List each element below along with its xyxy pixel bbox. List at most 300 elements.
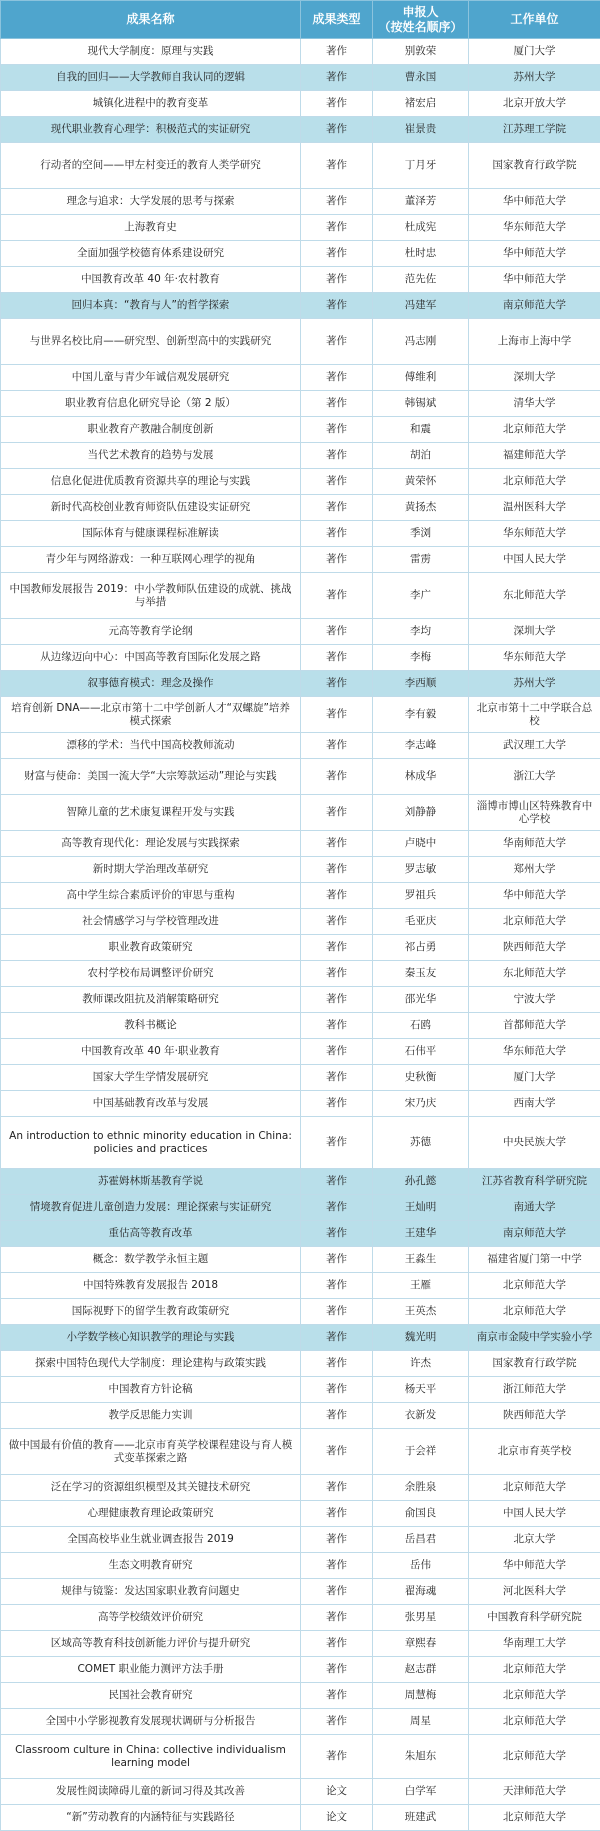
table-row [1, 883, 600, 909]
header-name: 成果名称 [1, 1, 301, 39]
table-row [1, 1403, 600, 1429]
table-row [1, 521, 600, 547]
cell-unit: 华南理工大学 [469, 1631, 600, 1657]
cell-unit: 西南大学 [469, 1091, 600, 1117]
table-row [1, 671, 600, 697]
table-row [1, 795, 600, 831]
table-row [1, 1657, 600, 1683]
cell-name: 心理健康教育理论政策研究 [1, 1501, 301, 1527]
cell-unit: 南京师范大学 [469, 293, 600, 319]
cell-type: 著作 [301, 1247, 373, 1273]
cell-author: 杨天平 [373, 1377, 469, 1403]
cell-unit: 中国人民大学 [469, 1501, 600, 1527]
table-row [1, 1039, 600, 1065]
table-row [1, 1013, 600, 1039]
cell-type: 著作 [301, 1683, 373, 1709]
cell-unit: 上海市上海中学 [469, 319, 600, 365]
cell-name: 全国中小学影视教育发展现状调研与分析报告 [1, 1709, 301, 1735]
cell-type: 著作 [301, 65, 373, 91]
cell-name: Classroom culture in China: collective individualism learning model [1, 1735, 301, 1779]
cell-unit: 北京市育英学校 [469, 1429, 600, 1475]
cell-unit: 华中师范大学 [469, 883, 600, 909]
table-row [1, 1169, 600, 1195]
cell-name: 现代大学制度：原理与实践 [1, 39, 301, 65]
table-row [1, 1091, 600, 1117]
cell-type: 著作 [301, 1475, 373, 1501]
header-unit: 工作单位 [469, 1, 600, 39]
cell-unit: 国家教育行政学院 [469, 143, 600, 189]
cell-unit: 中国教育科学研究院 [469, 1605, 600, 1631]
cell-author: 冯建军 [373, 293, 469, 319]
table-row [1, 189, 600, 215]
cell-unit: 江苏理工学院 [469, 117, 600, 143]
cell-name: 行动者的空间——甲左村变迁的教育人类学研究 [1, 143, 301, 189]
table-row [1, 1429, 600, 1475]
cell-type: 著作 [301, 1527, 373, 1553]
table-row [1, 1247, 600, 1273]
cell-unit: 陕西师范大学 [469, 935, 600, 961]
cell-unit: 福建师范大学 [469, 443, 600, 469]
cell-name: 回归本真：“教育与人”的哲学探索 [1, 293, 301, 319]
cell-name: 职业教育信息化研究导论（第 2 版） [1, 391, 301, 417]
table-row [1, 1553, 600, 1579]
cell-name: 元高等教育学论纲 [1, 619, 301, 645]
table-row [1, 65, 600, 91]
cell-name: 泛在学习的资源组织模型及其关键技术研究 [1, 1475, 301, 1501]
table-row [1, 1195, 600, 1221]
cell-author: 罗志敏 [373, 857, 469, 883]
cell-name: 城镇化进程中的教育变革 [1, 91, 301, 117]
cell-type: 著作 [301, 1221, 373, 1247]
cell-unit: 苏州大学 [469, 65, 600, 91]
cell-name: 发展性阅读障碍儿童的新词习得及其改善 [1, 1779, 301, 1805]
cell-name: 全面加强学校德育体系建设研究 [1, 241, 301, 267]
cell-unit: 南通大学 [469, 1195, 600, 1221]
table-row [1, 1527, 600, 1553]
header-type: 成果类型 [301, 1, 373, 39]
cell-name: 高等学校绩效评价研究 [1, 1605, 301, 1631]
cell-author: 黄荣怀 [373, 469, 469, 495]
cell-author: 苏德 [373, 1117, 469, 1169]
cell-name: 中国基础教育改革与发展 [1, 1091, 301, 1117]
cell-name: 苏霍姆林斯基教育学说 [1, 1169, 301, 1195]
cell-author: 傅维利 [373, 365, 469, 391]
cell-type: 著作 [301, 391, 373, 417]
cell-type: 著作 [301, 417, 373, 443]
cell-author: 周星 [373, 1709, 469, 1735]
cell-name: 高等教育现代化：理论发展与实践探索 [1, 831, 301, 857]
cell-unit: 深圳大学 [469, 365, 600, 391]
cell-author: 崔景贵 [373, 117, 469, 143]
cell-type: 著作 [301, 645, 373, 671]
table-row [1, 733, 600, 759]
cell-type: 著作 [301, 241, 373, 267]
cell-type: 著作 [301, 143, 373, 189]
cell-type: 著作 [301, 91, 373, 117]
cell-type: 著作 [301, 521, 373, 547]
cell-type: 著作 [301, 1631, 373, 1657]
cell-unit: 华东师范大学 [469, 215, 600, 241]
table-row [1, 1273, 600, 1299]
cell-author: 丁月牙 [373, 143, 469, 189]
cell-type: 著作 [301, 1117, 373, 1169]
cell-author: 白学军 [373, 1779, 469, 1805]
table-header-row [1, 1, 600, 39]
cell-type: 著作 [301, 1429, 373, 1475]
cell-author: 季浏 [373, 521, 469, 547]
table-row [1, 961, 600, 987]
cell-unit: 江苏省教育科学研究院 [469, 1169, 600, 1195]
cell-type: 著作 [301, 189, 373, 215]
cell-author: 周慧梅 [373, 1683, 469, 1709]
cell-type: 著作 [301, 1091, 373, 1117]
cell-unit: 北京大学 [469, 1527, 600, 1553]
cell-author: 秦玉友 [373, 961, 469, 987]
cell-type: 著作 [301, 443, 373, 469]
cell-name: 教科书概论 [1, 1013, 301, 1039]
cell-name: 理念与追求：大学发展的思考与探索 [1, 189, 301, 215]
cell-type: 著作 [301, 1299, 373, 1325]
cell-author: 石鸥 [373, 1013, 469, 1039]
cell-author: 李广 [373, 573, 469, 619]
cell-author: 岳昌君 [373, 1527, 469, 1553]
cell-unit: 温州医科大学 [469, 495, 600, 521]
table-row [1, 1377, 600, 1403]
cell-type: 著作 [301, 935, 373, 961]
cell-type: 著作 [301, 1013, 373, 1039]
cell-author: 岳伟 [373, 1553, 469, 1579]
cell-type: 著作 [301, 1169, 373, 1195]
cell-name: 做中国最有价值的教育——北京市育英学校课程建设与育人模式变革探索之路 [1, 1429, 301, 1475]
cell-name: 规律与镜鉴：发达国家职业教育问题史 [1, 1579, 301, 1605]
cell-unit: 华中师范大学 [469, 1553, 600, 1579]
cell-name: 漂移的学术：当代中国高校教师流动 [1, 733, 301, 759]
cell-unit: 北京师范大学 [469, 1805, 600, 1831]
table-row [1, 1299, 600, 1325]
cell-type: 著作 [301, 909, 373, 935]
cell-author: 王灿明 [373, 1195, 469, 1221]
cell-type: 著作 [301, 697, 373, 733]
cell-author: 李有毅 [373, 697, 469, 733]
cell-type: 著作 [301, 365, 373, 391]
cell-type: 著作 [301, 619, 373, 645]
cell-unit: 北京师范大学 [469, 1683, 600, 1709]
cell-unit: 苏州大学 [469, 671, 600, 697]
cell-author: 冯志刚 [373, 319, 469, 365]
table-row [1, 143, 600, 189]
cell-author: 范先佐 [373, 267, 469, 293]
cell-author: 林成华 [373, 759, 469, 795]
cell-type: 著作 [301, 831, 373, 857]
table-row [1, 443, 600, 469]
cell-unit: 北京师范大学 [469, 909, 600, 935]
cell-type: 著作 [301, 319, 373, 365]
cell-author: 别敦荣 [373, 39, 469, 65]
cell-type: 著作 [301, 795, 373, 831]
table-row [1, 1351, 600, 1377]
cell-author: 褚宏启 [373, 91, 469, 117]
cell-name: “新”劳动教育的内涵特征与实践路径 [1, 1805, 301, 1831]
cell-name: 重估高等教育改革 [1, 1221, 301, 1247]
cell-name: An introduction to ethnic minority education in China: policies and practices [1, 1117, 301, 1169]
cell-author: 史秋衡 [373, 1065, 469, 1091]
cell-author: 宋乃庆 [373, 1091, 469, 1117]
cell-unit: 浙江大学 [469, 759, 600, 795]
table-row [1, 495, 600, 521]
cell-author: 董泽芳 [373, 189, 469, 215]
table-row [1, 39, 600, 65]
cell-unit: 华中师范大学 [469, 189, 600, 215]
cell-unit: 河北医科大学 [469, 1579, 600, 1605]
cell-author: 邵光华 [373, 987, 469, 1013]
cell-name: 青少年与网络游戏：一种互联网心理学的视角 [1, 547, 301, 573]
cell-author: 王淼生 [373, 1247, 469, 1273]
cell-type: 著作 [301, 961, 373, 987]
cell-name: 探索中国特色现代大学制度：理论建构与政策实践 [1, 1351, 301, 1377]
cell-name: 概念：数学教学永恒主题 [1, 1247, 301, 1273]
cell-name: 与世界名校比肩——研究型、创新型高中的实践研究 [1, 319, 301, 365]
cell-name: 叙事德育模式：理念及操作 [1, 671, 301, 697]
cell-unit: 北京师范大学 [469, 417, 600, 443]
cell-author: 李均 [373, 619, 469, 645]
cell-author: 韩锡斌 [373, 391, 469, 417]
cell-author: 黄扬杰 [373, 495, 469, 521]
cell-author: 祁占勇 [373, 935, 469, 961]
cell-type: 著作 [301, 671, 373, 697]
cell-author: 魏光明 [373, 1325, 469, 1351]
cell-unit: 陕西师范大学 [469, 1403, 600, 1429]
cell-unit: 浙江师范大学 [469, 1377, 600, 1403]
cell-type: 著作 [301, 293, 373, 319]
cell-author: 张男星 [373, 1605, 469, 1631]
cell-type: 著作 [301, 1501, 373, 1527]
cell-author: 刘静静 [373, 795, 469, 831]
cell-type: 著作 [301, 1709, 373, 1735]
table-row [1, 1475, 600, 1501]
cell-type: 著作 [301, 1325, 373, 1351]
cell-author: 曹永国 [373, 65, 469, 91]
cell-author: 雷雳 [373, 547, 469, 573]
cell-name: 新时代高校创业教育师资队伍建设实证研究 [1, 495, 301, 521]
cell-type: 著作 [301, 1195, 373, 1221]
cell-unit: 华南师范大学 [469, 831, 600, 857]
cell-unit: 北京师范大学 [469, 1709, 600, 1735]
cell-name: 信息化促进优质教育资源共享的理论与实践 [1, 469, 301, 495]
cell-type: 著作 [301, 733, 373, 759]
cell-author: 王英杰 [373, 1299, 469, 1325]
table-row [1, 1779, 600, 1805]
table-row [1, 1221, 600, 1247]
cell-author: 朱旭东 [373, 1735, 469, 1779]
table-row [1, 909, 600, 935]
cell-unit: 华东师范大学 [469, 521, 600, 547]
cell-unit: 北京师范大学 [469, 1735, 600, 1779]
cell-unit: 华东师范大学 [469, 645, 600, 671]
cell-type: 著作 [301, 215, 373, 241]
cell-name: 中国儿童与青少年诚信观发展研究 [1, 365, 301, 391]
cell-name: 生态文明教育研究 [1, 1553, 301, 1579]
cell-name: 当代艺术教育的趋势与发展 [1, 443, 301, 469]
cell-name: 国家大学生学情发展研究 [1, 1065, 301, 1091]
cell-name: 智障儿童的艺术康复课程开发与实践 [1, 795, 301, 831]
cell-type: 著作 [301, 1605, 373, 1631]
cell-type: 著作 [301, 1273, 373, 1299]
cell-author: 杜时忠 [373, 241, 469, 267]
cell-unit: 郑州大学 [469, 857, 600, 883]
table-row [1, 759, 600, 795]
cell-unit: 厦门大学 [469, 1065, 600, 1091]
cell-name: 财富与使命：美国一流大学“大宗筹款运动”理论与实践 [1, 759, 301, 795]
table-row [1, 365, 600, 391]
cell-type: 著作 [301, 547, 373, 573]
header-author: 申报人 （按姓名顺序） [373, 1, 469, 39]
table-row [1, 1579, 600, 1605]
cell-type: 著作 [301, 1351, 373, 1377]
table-row [1, 1117, 600, 1169]
cell-type: 著作 [301, 1377, 373, 1403]
cell-type: 论文 [301, 1779, 373, 1805]
table-row [1, 1735, 600, 1779]
cell-author: 李志峰 [373, 733, 469, 759]
cell-name: 职业教育产教融合制度创新 [1, 417, 301, 443]
table-row [1, 91, 600, 117]
cell-author: 班建武 [373, 1805, 469, 1831]
table-row [1, 1605, 600, 1631]
cell-type: 著作 [301, 987, 373, 1013]
cell-unit: 东北师范大学 [469, 961, 600, 987]
cell-author: 许杰 [373, 1351, 469, 1377]
cell-unit: 华中师范大学 [469, 241, 600, 267]
table-row [1, 1683, 600, 1709]
table-row [1, 831, 600, 857]
table-row [1, 619, 600, 645]
cell-name: 新时期大学治理改革研究 [1, 857, 301, 883]
cell-author: 翟海魂 [373, 1579, 469, 1605]
cell-author: 俞国良 [373, 1501, 469, 1527]
cell-name: 上海教育史 [1, 215, 301, 241]
cell-author: 李西顺 [373, 671, 469, 697]
table-row [1, 697, 600, 733]
cell-author: 赵志群 [373, 1657, 469, 1683]
cell-author: 卢晓中 [373, 831, 469, 857]
table-row [1, 645, 600, 671]
cell-name: COMET 职业能力测评方法手册 [1, 1657, 301, 1683]
table-row [1, 1501, 600, 1527]
table-row [1, 1631, 600, 1657]
table-row [1, 935, 600, 961]
cell-name: 小学数学核心知识教学的理论与实践 [1, 1325, 301, 1351]
cell-unit: 北京师范大学 [469, 1657, 600, 1683]
cell-type: 著作 [301, 573, 373, 619]
table-row [1, 1805, 600, 1831]
cell-type: 著作 [301, 495, 373, 521]
cell-unit: 国家教育行政学院 [469, 1351, 600, 1377]
cell-unit: 北京师范大学 [469, 469, 600, 495]
cell-type: 著作 [301, 1579, 373, 1605]
cell-name: 职业教育政策研究 [1, 935, 301, 961]
cell-unit: 南京市金陵中学实验小学 [469, 1325, 600, 1351]
cell-unit: 武汉理工大学 [469, 733, 600, 759]
table-row [1, 293, 600, 319]
cell-type: 著作 [301, 857, 373, 883]
cell-type: 著作 [301, 469, 373, 495]
cell-author: 王雁 [373, 1273, 469, 1299]
cell-author: 罗祖兵 [373, 883, 469, 909]
cell-unit: 天津师范大学 [469, 1779, 600, 1805]
cell-type: 著作 [301, 759, 373, 795]
cell-unit: 深圳大学 [469, 619, 600, 645]
cell-author: 和震 [373, 417, 469, 443]
cell-name: 中国教育改革 40 年·农村教育 [1, 267, 301, 293]
cell-unit: 淄博市博山区特殊教育中心学校 [469, 795, 600, 831]
cell-type: 著作 [301, 1403, 373, 1429]
table-row [1, 469, 600, 495]
cell-name: 情境教育促进儿童创造力发展：理论探索与实证研究 [1, 1195, 301, 1221]
cell-unit: 中央民族大学 [469, 1117, 600, 1169]
cell-name: 农村学校布局调整评价研究 [1, 961, 301, 987]
cell-type: 著作 [301, 39, 373, 65]
cell-name: 国际体育与健康课程标准解读 [1, 521, 301, 547]
cell-unit: 宁波大学 [469, 987, 600, 1013]
cell-name: 中国教育方针论稿 [1, 1377, 301, 1403]
table-body [1, 39, 600, 1831]
cell-author: 王建华 [373, 1221, 469, 1247]
cell-author: 石伟平 [373, 1039, 469, 1065]
cell-author: 衣新发 [373, 1403, 469, 1429]
cell-author: 李梅 [373, 645, 469, 671]
cell-type: 著作 [301, 117, 373, 143]
cell-type: 著作 [301, 267, 373, 293]
cell-name: 从边缘迈向中心：中国高等教育国际化发展之路 [1, 645, 301, 671]
cell-name: 中国教师发展报告 2019：中小学教师队伍建设的成就、挑战与举措 [1, 573, 301, 619]
cell-name: 国际视野下的留学生教育政策研究 [1, 1299, 301, 1325]
cell-name: 教学反思能力实训 [1, 1403, 301, 1429]
cell-type: 著作 [301, 1065, 373, 1091]
cell-unit: 北京师范大学 [469, 1299, 600, 1325]
cell-name: 社会情感学习与学校管理改进 [1, 909, 301, 935]
cell-type: 著作 [301, 883, 373, 909]
table-row [1, 547, 600, 573]
table-row [1, 1709, 600, 1735]
cell-name: 高中学生综合素质评价的审思与重构 [1, 883, 301, 909]
cell-name: 培育创新 DNA——北京市第十二中学创新人才“双螺旋”培养模式探索 [1, 697, 301, 733]
table-row [1, 241, 600, 267]
table-row [1, 215, 600, 241]
cell-unit: 北京师范大学 [469, 1273, 600, 1299]
cell-author: 毛亚庆 [373, 909, 469, 935]
cell-author: 杜成宪 [373, 215, 469, 241]
table-row [1, 117, 600, 143]
cell-unit: 福建省厦门第一中学 [469, 1247, 600, 1273]
cell-author: 余胜泉 [373, 1475, 469, 1501]
cell-unit: 北京开放大学 [469, 91, 600, 117]
table-row [1, 573, 600, 619]
cell-type: 著作 [301, 1039, 373, 1065]
cell-unit: 厦门大学 [469, 39, 600, 65]
cell-unit: 华中师范大学 [469, 267, 600, 293]
cell-unit: 北京市第十二中学联合总校 [469, 697, 600, 733]
table-row [1, 267, 600, 293]
cell-unit: 南京师范大学 [469, 1221, 600, 1247]
cell-name: 区域高等教育科技创新能力评价与提升研究 [1, 1631, 301, 1657]
cell-unit: 华东师范大学 [469, 1039, 600, 1065]
cell-type: 著作 [301, 1735, 373, 1779]
cell-author: 章熙春 [373, 1631, 469, 1657]
cell-unit: 清华大学 [469, 391, 600, 417]
cell-type: 著作 [301, 1657, 373, 1683]
cell-author: 胡泊 [373, 443, 469, 469]
cell-name: 全国高校毕业生就业调查报告 2019 [1, 1527, 301, 1553]
